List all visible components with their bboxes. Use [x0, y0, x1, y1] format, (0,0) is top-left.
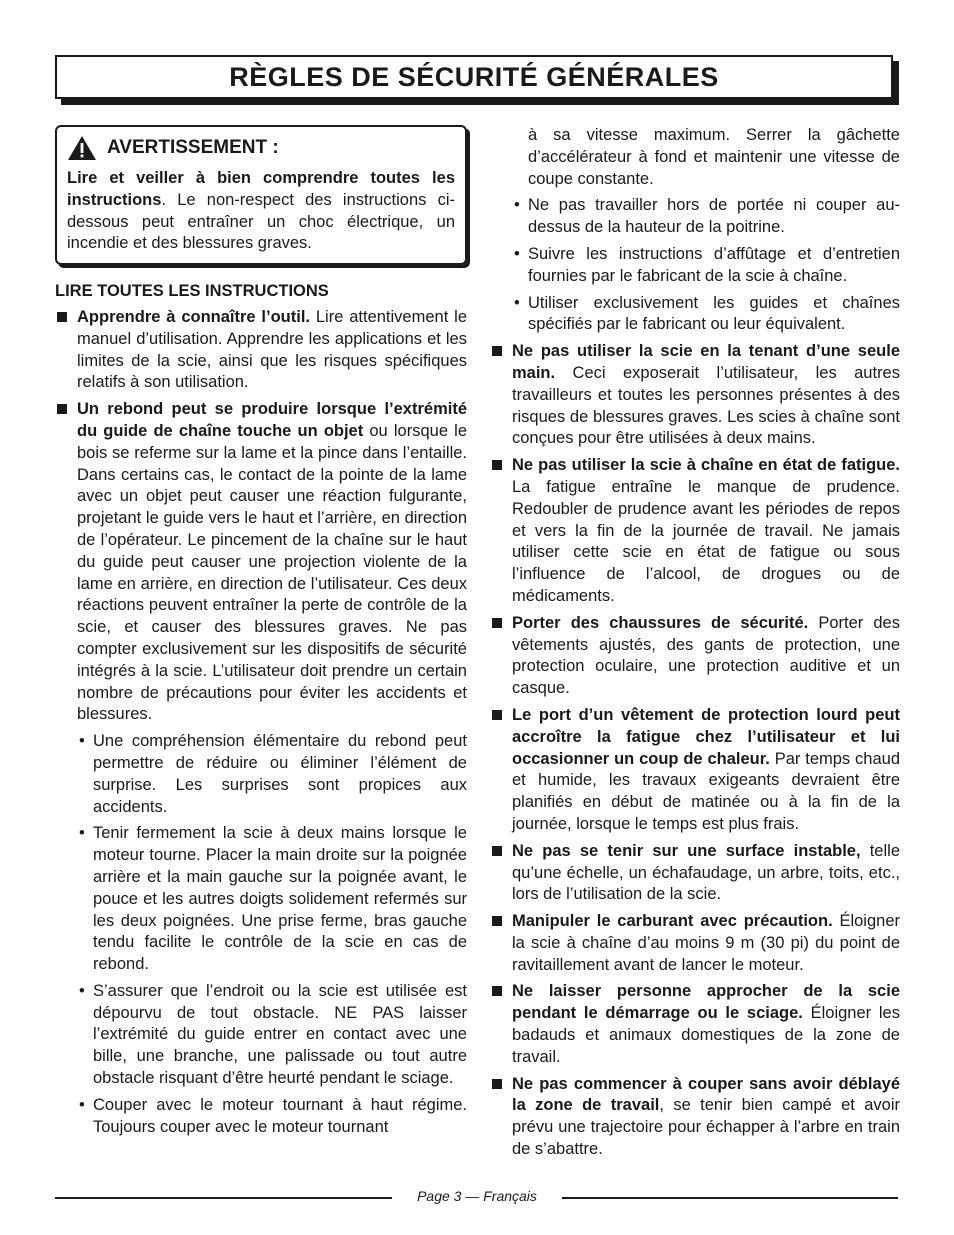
rule-item — [490, 911, 900, 976]
warning-title: AVERTISSEMENT : — [107, 137, 279, 159]
rule-bold: Ne pas commencer à couper sans avoir déblayé la zone de travail — [512, 1074, 900, 1115]
sub-rule-text: Une compréhension élémentaire du rebond peut permettre de réduire ou éliminer l’élément de surprise. Les surprises sont propices aux accidents. — [93, 732, 467, 816]
left-column — [55, 125, 467, 1143]
sub-rule-text: Tenir fermement la scie à deux mains lorsque le moteur tourne. Placer la main droite sur la poignée arrière et la main gauche sur la poignée avant, le pouce et les autres doigts solidement refermés sur les deux poignées. Une prise ferme, bras gauche tendu facilite le contrôle de la scie en cas de rebond. — [93, 824, 467, 974]
rule-text: ou lorsque le bois se referme sur la lame et la pince dans l’entaille. Dans certains cas, le contact de la pointe de la lame avec un objet peut causer une réaction fulgurante, projetant le guide vers le haut et l’arrière, en direction de l’opérateur. Le pincement de la chaîne sur le haut du guide peut causer une projection violente de la lame en arrière, en direction de l’utilisateur. Ces deux réactions peuvent entraîner la perte de contrôle de la scie, et causer des blessures graves. Ne pas compter exclusivement sur les dispositifs de sécurité intégrés à la scie. L’utilisateur doit prendre un certain nombre de précautions pour éviter les accidents et blessures. — [77, 421, 467, 724]
rule-item — [490, 705, 900, 836]
rule-text: Lire attentivement le manuel d’utilisation. Apprendre les applications et les limites de la scie, ainsi que les risques spécifiques relatifs à son utilisation. — [77, 307, 467, 392]
sub-rule-item — [490, 195, 900, 239]
footer-divider-left — [55, 1197, 392, 1199]
rule-bold: Manipuler le carburant avec précaution. — [512, 912, 833, 931]
sub-rule-text: Suivre les instructions d’affûtage et d’entretien fournies par le fabricant de la scie à chaîne. — [528, 244, 900, 285]
sub-rule-item — [490, 244, 900, 288]
rule-text: Porter des vêtements ajustés, des gants de protection, une protection oculaire, une protection auditive et un casque. — [512, 613, 900, 698]
right-column — [490, 125, 900, 1166]
warning-triangle-icon — [67, 135, 97, 161]
sub-rule-continuation: à sa vitesse maximum. Serrer la gâchette d’accélérateur à fond et maintenir une vitesse de coupe constante. — [528, 126, 900, 188]
rule-item — [490, 981, 900, 1068]
warning-box — [55, 125, 467, 265]
rule-text: telle qu’une échelle, un échafaudage, un arbre, toits, etc., lors de l’utilisation de la scie. — [512, 841, 900, 904]
rule-text: Éloigner les badauds et animaux domestiques de la zone de travail. — [512, 1004, 900, 1066]
square-bullet-icon — [492, 846, 502, 856]
square-bullet-icon — [492, 460, 502, 470]
dot-bullet-icon: • — [79, 732, 85, 751]
rule-item — [490, 613, 900, 700]
rule-bold: Apprendre à connaître l’outil. — [77, 307, 311, 326]
sub-rule-item — [490, 293, 900, 337]
rule-bold: Ne pas se tenir sur une surface instable, — [512, 841, 861, 860]
square-bullet-icon — [492, 986, 502, 996]
dot-bullet-icon: • — [514, 293, 520, 312]
square-bullet-icon — [57, 312, 67, 322]
rule-text: Ceci exposerait l’utilisateur, les autres travailleurs et toutes les personnes présentes à des risques de blessures graves. Les scies à chaîne sont conçues pour être utilisées à deux mains. — [512, 363, 900, 448]
square-bullet-icon — [492, 710, 502, 720]
section-heading: LIRE TOUTES LES INSTRUCTIONS — [55, 282, 329, 301]
dot-bullet-icon: • — [514, 196, 520, 215]
sub-rule-text: Couper avec le moteur tournant à haut régime. Toujours couper avec le moteur tournant — [93, 1095, 467, 1136]
page-title: RÈGLES DE SÉCURITÉ GÉNÉRALES — [229, 62, 719, 92]
warning-header — [67, 135, 455, 161]
page-title-box — [55, 55, 893, 99]
footer-divider-right — [562, 1197, 898, 1199]
dot-bullet-icon: • — [514, 244, 520, 263]
rule-bold: Un rebond peut se produire lorsque l’extrémité du guide de chaîne touche un objet — [77, 400, 467, 440]
square-bullet-icon — [492, 346, 502, 356]
rule-bold: Le port d’un vêtement de protection lourd peut accroître la fatigue chez l’utilisateur et lui occasionner un coup de chaleur. — [512, 705, 900, 768]
rule-item — [490, 841, 900, 906]
dot-bullet-icon: • — [79, 824, 85, 843]
sub-rule-text: S’assurer que l’endroit ou la scie est utilisée est dépourvu de tout obstacle. NE PAS laisser l’extrémité du guide entrer en contact avec une bille, une branche, une palissade ou tout autre obstacle risquant d’être heurté pendant le sciage. — [93, 981, 467, 1088]
rule-bold: Ne pas utiliser la scie en la tenant d’une seule main. — [512, 342, 900, 382]
rule-item — [55, 399, 467, 726]
rule-bold: Ne laisser personne approcher de la scie pendant le démarrage ou le sciage. — [512, 982, 900, 1023]
page-footer: Page 3 — Français — [417, 1188, 537, 1204]
warning-text-rest: . Le non-respect des instructions ci-dessous peut entraîner un choc électrique, un incendie et des blessures graves. — [67, 190, 455, 253]
sub-rule-item — [55, 981, 467, 1090]
square-bullet-icon — [492, 916, 502, 926]
sub-rule-item — [55, 823, 467, 976]
square-bullet-icon — [492, 1079, 502, 1089]
sub-rule-item — [55, 731, 467, 818]
warning-text-bold: Lire et veiller à bien comprendre toutes les instructions — [67, 169, 455, 209]
dot-bullet-icon: • — [79, 1095, 85, 1114]
rule-bold: Ne pas utiliser la scie à chaîne en état de fatigue. — [512, 456, 900, 475]
rule-text: , se tenir bien campé et avoir prévu une trajectoire pour échapper à l’arbre en train de s’abattre. — [512, 1096, 900, 1159]
rule-text: La fatigue entraîne le manque de prudence. Redoubler de prudence avant les périodes de repos et vers la fin de la journée de travail. Ne jamais utiliser cette scie en état de fatigue ou sous l’influence de l’alcool, de drogues ou de médicaments. — [512, 477, 900, 605]
sub-rule-text: Utiliser exclusivement les guides et chaînes spécifiés par le fabricant ou leur équivalent. — [528, 293, 900, 334]
rule-item — [490, 455, 900, 608]
square-bullet-icon — [57, 404, 67, 414]
rule-item — [55, 307, 467, 394]
rule-item — [490, 1074, 900, 1161]
rule-text: Par temps chaud et humide, les travaux exigeants devraient être planifiés en début de matinée ou à la fin de la journée, lorsque le temps est plus frais. — [512, 749, 900, 833]
sub-rule-text: Ne pas travailler hors de portée ni couper au-dessus de la hauteur de la poitrine. — [528, 196, 900, 237]
warning-text — [67, 168, 455, 255]
rule-item — [490, 341, 900, 450]
rule-text: Éloigner la scie à chaîne d’au moins 9 m (30 pi) du point de ravitaillement avant de lancer le moteur. — [512, 912, 900, 974]
dot-bullet-icon: • — [79, 981, 85, 1000]
rule-bold: Porter des chaussures de sécurité. — [512, 613, 809, 632]
square-bullet-icon — [492, 618, 502, 628]
sub-rule-item — [55, 1095, 467, 1139]
